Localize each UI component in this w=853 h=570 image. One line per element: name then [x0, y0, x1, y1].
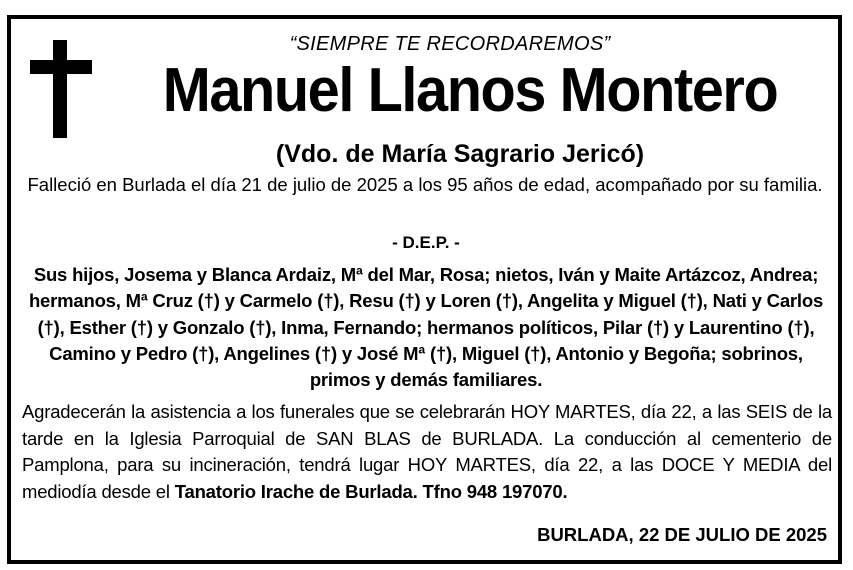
funeral-home: Tanatorio Irache de Burlada. Tfno 948 197070. — [174, 480, 568, 502]
widower-of: (Vdo. de María Sagrario Jericó) — [275, 140, 645, 168]
motto: “SIEMPRE TE RECORDAREMOS” — [289, 33, 611, 55]
deceased-name: Manuel Llanos Montero — [162, 56, 778, 125]
dep-line: - D.E.P. - — [392, 233, 460, 252]
family-list: Sus hijos, Josema y Blanca Ardaiz, Mª del Mar, Rosa; nietos, Iván y Maite Artázcoz, Andrea; hermanos, Mª Cruz (†) y Carmelo (†), Resu (†) y Loren (†), Angelita y Miguel (†), Nati y Carlos (†), Esther (†) y Gonzalo (†), Inma, Fernando; hermanos políticos, Pilar (†) y Laurentino (†), Camino y Pedro (†), Angelines (†) y José Mª (†), Miguel (†), Antonio y Begoña; sobrinos, primos y demás familiares. — [28, 264, 824, 391]
death-statement: Falleció en Burlada el día 21 de julio de 2025 a los 95 años de edad, acompañado por su familia. — [27, 174, 823, 195]
funeral-text: Agradecerán la asistencia a los funerales que se celebrarán HOY MARTES, día 22, a las SEIS de la tarde en la Iglesia Parroquial de SAN BLAS de BURLADA. La conducción al cementerio de Pamplona, para su incineración, tendrá lugar HOY MARTES, día 22, a las DOCE Y MEDIA del mediodía desde el — [22, 401, 832, 502]
place-date: BURLADA, 22 DE JULIO DE 2025 — [537, 524, 827, 545]
funeral-details — [22, 399, 832, 505]
cross-icon — [30, 40, 92, 138]
